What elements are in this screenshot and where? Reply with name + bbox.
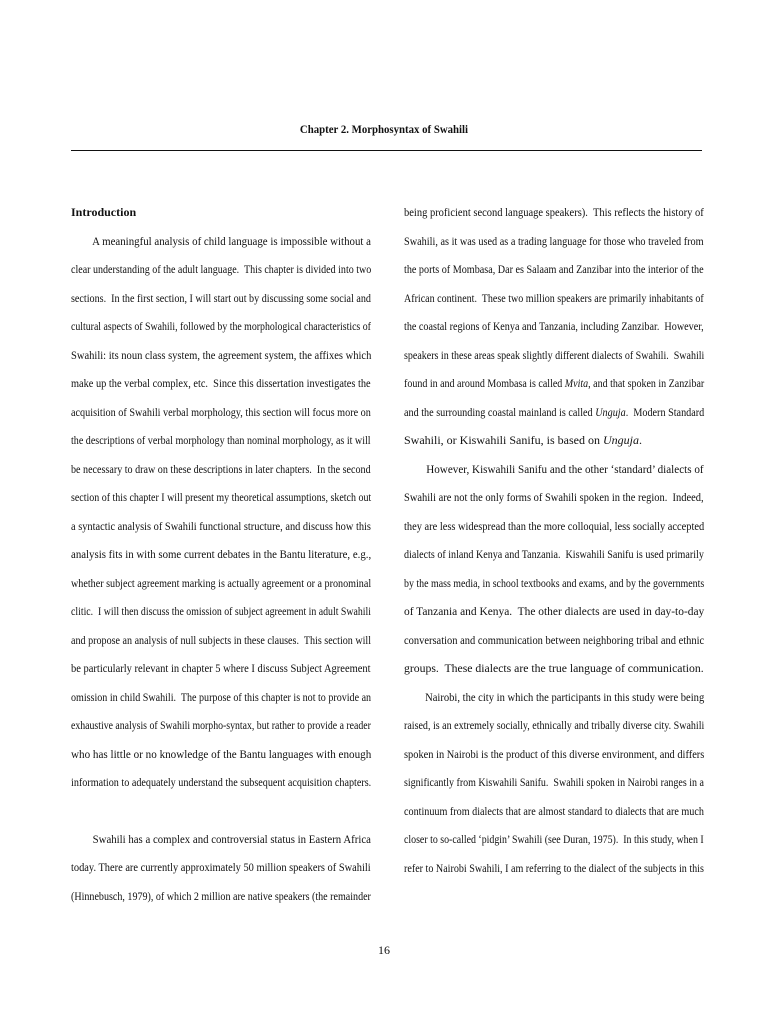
body-text-line: groups. These dialects are the true language of communication. xyxy=(404,661,704,675)
header-rule xyxy=(71,150,702,151)
italic-dialect-name: Unguja xyxy=(602,433,639,447)
body-text-line xyxy=(404,369,705,398)
body-text-line xyxy=(404,426,704,455)
body-text-line: and propose an analysis of null subjects in these clauses. This section will xyxy=(71,632,372,647)
body-text-line: dialects of inland Kenya and Tanzania. Kiswahili Sanifu is used primarily xyxy=(404,547,704,561)
body-text-line: section of this chapter I will present my theoretical assumptions, sketch out xyxy=(71,490,372,504)
body-text-line: A meaningful analysis of child language is impossible without a xyxy=(71,233,371,248)
body-text-line: be particularly relevant in chapter 5 where I discuss Subject Agreement xyxy=(71,661,371,675)
right-column xyxy=(404,198,704,882)
body-text-line: Swahili has a complex and controversial status in Eastern Africa xyxy=(71,831,371,846)
body-text-line: continuum from dialects that are almost standard to dialects that are much xyxy=(404,803,704,818)
body-text-line: sections. In the first section, I will start out by discussing some social and xyxy=(71,290,371,305)
chapter-title: Chapter 2. Morphosyntax of Swahili xyxy=(299,122,469,136)
body-text-line: the descriptions of verbal morphology than nominal morphology, as it will xyxy=(71,433,371,447)
body-text-line: who has little or no knowledge of the Bantu languages with enough xyxy=(71,746,372,761)
body-text-line: closer to so-called ‘pidgin’ Swahili (see Duran, 1975). In this study, when I xyxy=(404,832,704,846)
body-text-line: whether subject agreement marking is actually agreement or a pronominal xyxy=(71,575,372,590)
body-text-line: the ports of Mombasa, Dar es Salaam and Zanzibar into the interior of the xyxy=(404,262,704,276)
body-text-line: (Hinnebusch, 1979), of which 2 million are native speakers (the remainder xyxy=(71,888,371,903)
body-text-line: analysis fits in with some current debates in the Bantu literature, e.g., xyxy=(71,547,372,561)
body-text-line: African continent. These two million speakers are primarily inhabitants of xyxy=(404,290,704,305)
section-heading: Introduction xyxy=(71,205,137,219)
body-text-line: clitic. I will then discuss the omission of subject agreement in adult Swahili xyxy=(71,604,371,618)
body-text-line: conversation and communication between neighboring tribal and ethnic xyxy=(404,632,705,647)
body-text-line: be necessary to draw on these descriptions in later chapters. In the second xyxy=(71,461,371,476)
page-number: 16 xyxy=(378,943,390,957)
body-text-line: clear understanding of the adult language. This chapter is divided into two xyxy=(71,262,372,276)
body-text-line: by the mass media, in school textbooks and exams, and by the governments xyxy=(404,575,705,590)
body-text-line: the coastal regions of Kenya and Tanzania, including Zanzibar. However, xyxy=(404,319,704,333)
italic-dialect-name: Unguja xyxy=(595,404,626,419)
paragraph-gap xyxy=(71,797,371,825)
italic-dialect-name: Mvita xyxy=(564,376,589,390)
text-span: . xyxy=(638,433,642,447)
text-span: found in and around Mombasa is called xyxy=(404,376,565,390)
text-span: Swahili, or Kiswahili Sanifu, is based on xyxy=(404,433,603,447)
body-text-line xyxy=(404,398,705,427)
body-text-line: Nairobi, the city in which the participants in this study were being xyxy=(404,689,705,704)
text-span: . Modern Standard xyxy=(625,404,705,419)
body-text-line: speakers in these areas speak slightly different dialects of Swahili. Swahili xyxy=(404,347,705,362)
body-text-line: information to adequately understand the subsequent acquisition chapters. xyxy=(71,775,372,789)
body-text-line: acquisition of Swahili verbal morphology, this section will focus more on xyxy=(71,404,371,419)
body-text-line: cultural aspects of Swahili, followed by the morphological characteristics of xyxy=(71,319,371,333)
body-text-line: However, Kiswahili Sanifu and the other ‘standard’ dialects of xyxy=(404,461,704,476)
body-text-line: of Tanzania and Kenya. The other dialects are used in day-to-day xyxy=(404,604,705,618)
text-span: , and that spoken in Zanzibar xyxy=(588,376,705,390)
body-text-line: spoken in Nairobi is the product of this diverse environment, and differs xyxy=(404,746,705,761)
body-text-line: significantly from Kiswahili Sanifu. Swahili spoken in Nairobi ranges in a xyxy=(404,775,704,789)
body-text-line: Swahili, as it was used as a trading language for those who traveled from xyxy=(404,233,704,248)
body-text-line: a syntactic analysis of Swahili functional structure, and discuss how this xyxy=(71,518,371,533)
body-text-line: being proficient second language speakers). This reflects the history of xyxy=(404,205,704,219)
body-text-line: today. There are currently approximately 50 million speakers of Swahili xyxy=(71,860,371,874)
body-text-line: raised, is an extremely socially, ethnically and tribally diverse city. Swahili xyxy=(404,718,705,732)
body-text-line: refer to Nairobi Swahili, I am referring to the dialect of the subjects in this xyxy=(404,860,704,875)
left-column xyxy=(71,198,371,910)
body-text-line: Swahili: its noun class system, the agreement system, the affixes which xyxy=(71,347,372,362)
text-span: and the surrounding coastal mainland is called xyxy=(404,404,596,419)
body-text-line: make up the verbal complex, etc. Since this dissertation investigates the xyxy=(71,376,371,390)
body-text-line: exhaustive analysis of Swahili morpho-syntax, but rather to provide a reader xyxy=(71,718,371,732)
body-text-line: they are less widespread than the more colloquial, less socially accepted xyxy=(404,518,705,533)
body-text-line: omission in child Swahili. The purpose of this chapter is not to provide an xyxy=(71,689,372,704)
body-text-line: Swahili are not the only forms of Swahili spoken in the region. Indeed, xyxy=(404,490,704,504)
